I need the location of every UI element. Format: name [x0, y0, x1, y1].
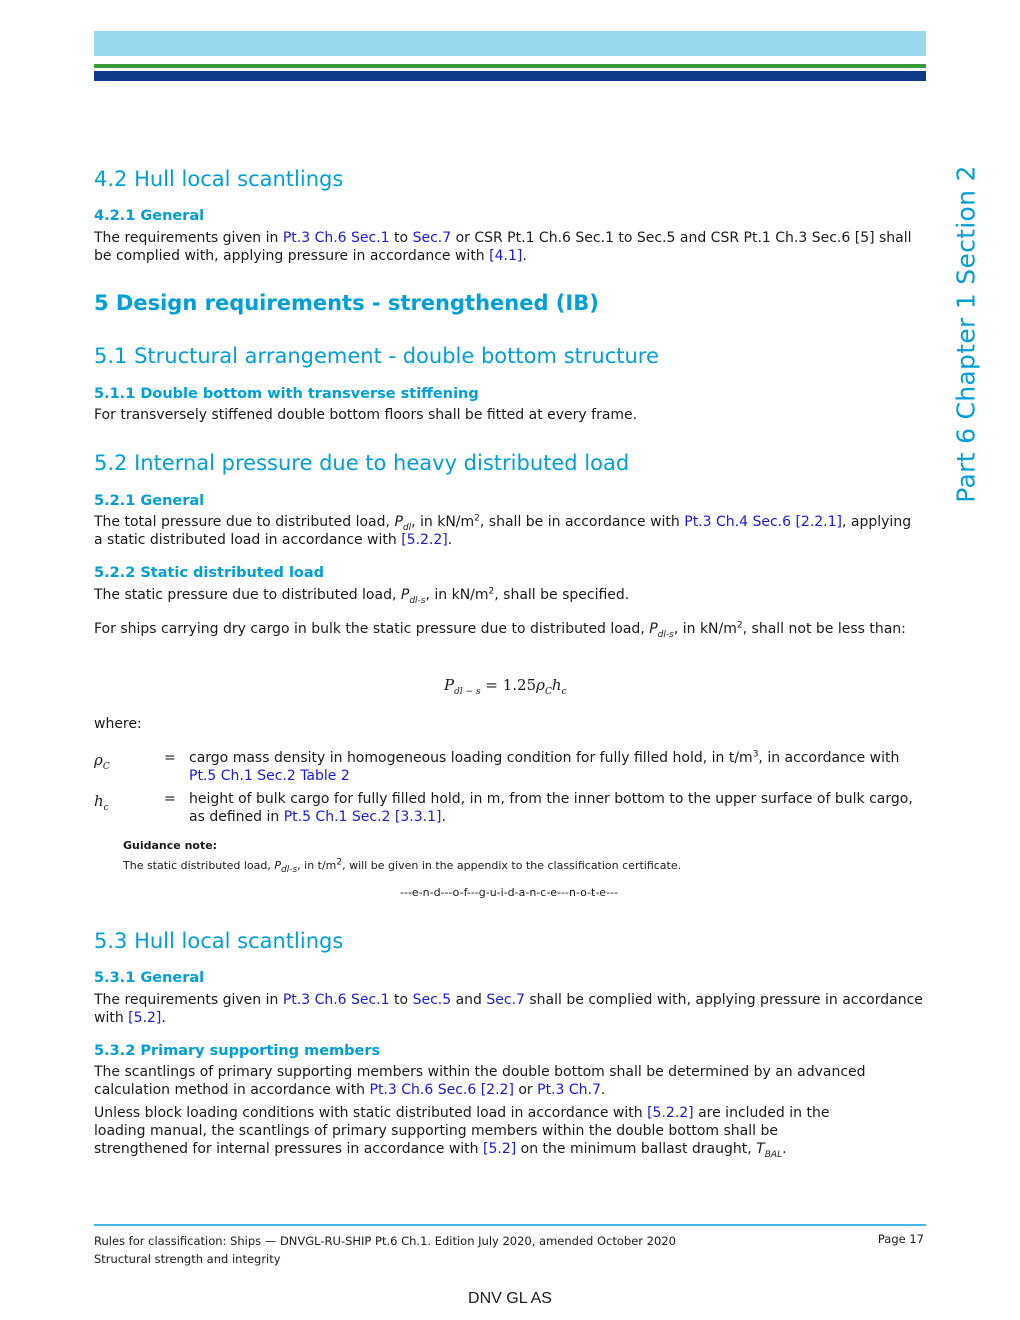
text: and — [451, 992, 487, 1008]
footer-divider — [94, 1224, 926, 1226]
link-5-2[interactable]: [5.2] — [128, 1010, 162, 1026]
text: , in kN/m — [673, 621, 737, 637]
text: The requirements given in — [94, 992, 283, 1008]
link-pt5-ch1-sec2-3-3-1[interactable]: Pt.5 Ch.1 Sec.2 [3.3.1] — [283, 809, 442, 825]
text: For ships carrying dry cargo in bulk the static pressure due to distributed load, — [94, 621, 650, 637]
guidance-note-end: ---e-n-d---o-f---g-u-i-d-a-n-c-e---n-o-t-e--- — [400, 886, 618, 899]
paragraph-5-3-1 — [94, 991, 924, 1027]
footer-subtitle: Structural strength and integrity — [94, 1252, 281, 1266]
link-pt3-ch6-sec1[interactable]: Pt.3 Ch.6 Sec.1 — [282, 230, 390, 246]
symbol: ρ — [94, 751, 103, 769]
text: are included in the loading manual, the scantlings of primary supporting members within the double bottom shall be strengthened for internal pressures in accordance with — [94, 1105, 830, 1157]
subscript: C — [102, 762, 110, 772]
symbol: P — [394, 514, 403, 530]
formula-symbol: h — [551, 676, 562, 694]
heading-4-2: 4.2 Hull local scantlings — [94, 167, 344, 191]
subscript: BAL — [764, 1149, 783, 1160]
footer-info — [94, 1232, 676, 1268]
def-rho-symbol — [94, 751, 110, 772]
paragraph-bulk-cargo — [94, 620, 924, 638]
heading-5-3: 5.3 Hull local scantlings — [94, 929, 344, 953]
guidance-note-title: Guidance note: — [123, 839, 218, 852]
text: . — [161, 1010, 166, 1026]
heading-5-3-2: 5.3.2 Primary supporting members — [94, 1043, 381, 1059]
heading-4-2-1: 4.2.1 General — [94, 208, 205, 224]
formula-symbol: ρ — [536, 676, 545, 694]
subscript: c — [103, 803, 109, 813]
link-sec7[interactable]: Sec.7 — [486, 992, 525, 1008]
symbol: P — [400, 587, 410, 603]
where-label: where: — [94, 716, 142, 732]
paragraph-5-1-1: For transversely stiffened double bottom floors shall be fitted at every frame. — [94, 407, 638, 423]
link-pt5-ch1-sec2-table2[interactable]: Pt.5 Ch.1 Sec.2 Table 2 — [189, 768, 350, 784]
guidance-note-text — [123, 857, 682, 876]
link-4-1[interactable]: [4.1] — [489, 248, 523, 264]
subscript: dl-s — [280, 865, 298, 876]
company-name: DNV GL AS — [468, 1290, 552, 1307]
paragraph-4-2-1 — [94, 229, 924, 265]
link-5-2[interactable]: [5.2] — [483, 1141, 517, 1157]
text: or CSR Pt.1 Ch.6 Sec.1 to Sec.5 and CSR Pt.1 Ch.3 Sec.6 [5] shall be complied with, applying pressure in accordance with — [94, 230, 912, 264]
paragraph-5-2-2 — [94, 586, 924, 604]
link-sec7[interactable]: Sec.7 — [412, 230, 452, 246]
text: , will be given in the appendix to the classification certificate. — [342, 859, 682, 872]
heading-5-2: 5.2 Internal pressure due to heavy distributed load — [94, 451, 630, 475]
def-rho-equals: = — [164, 750, 176, 766]
symbol: P — [274, 859, 281, 872]
def-h-equals: = — [164, 791, 176, 807]
link-pt3-ch4-sec6[interactable]: Pt.3 Ch.4 Sec.6 [2.2.1] — [684, 514, 842, 530]
heading-5: 5 Design requirements - strengthened (IB) — [94, 291, 599, 315]
text: height of bulk cargo for fully filled hold, in m, from the inner bottom to the upper surface of bulk cargo, as defined in — [189, 791, 913, 825]
def-rho-text — [189, 749, 924, 785]
header-band-blue — [94, 71, 926, 81]
text: , shall not be less than: — [742, 621, 906, 637]
formula-text: = 1.25 — [480, 676, 537, 694]
superscript: 3 — [752, 749, 759, 760]
text: The total pressure due to distributed load, — [94, 514, 395, 530]
text: shall be complied with, applying pressure in accordance with — [94, 992, 923, 1026]
text: The scantlings of primary supporting members within the double bottom shall be determined by an advanced calculation method in accordance with — [94, 1064, 866, 1098]
link-5-2-2[interactable]: [5.2.2] — [647, 1105, 694, 1121]
formula — [444, 676, 567, 697]
text: on the minimum ballast draught, — [516, 1141, 757, 1157]
subscript: dl-s — [657, 629, 674, 640]
heading-5-1: 5.1 Structural arrangement - double bottom structure — [94, 344, 659, 368]
text: , in accordance with — [758, 750, 900, 766]
link-pt3-ch7[interactable]: Pt.3 Ch.7 — [537, 1082, 601, 1098]
superscript: 2 — [336, 857, 343, 868]
text: The static pressure due to distributed load, — [94, 587, 401, 603]
text: , applying a static distributed load in accordance with — [94, 514, 912, 548]
subscript: dl — [402, 522, 412, 533]
text: Unless block loading conditions with static distributed load in accordance with — [94, 1105, 648, 1121]
symbol: P — [649, 621, 658, 637]
text: . — [600, 1082, 606, 1098]
link-sec5[interactable]: Sec.5 — [412, 992, 452, 1008]
text: to — [389, 230, 413, 246]
superscript: 2 — [736, 620, 743, 631]
text: , in kN/m — [425, 587, 489, 603]
subscript: dl-s — [409, 595, 426, 606]
formula-symbol: P — [444, 676, 455, 694]
text: The static distributed load, — [123, 859, 275, 872]
header-band-light — [94, 31, 926, 56]
def-h-symbol — [94, 792, 109, 813]
text: The requirements given in — [94, 230, 283, 246]
text: or — [513, 1082, 538, 1098]
def-h-text — [189, 790, 924, 826]
page-number: Page 17 — [877, 1232, 924, 1246]
text: . — [447, 532, 453, 548]
text: , shall be in accordance with — [479, 514, 685, 530]
formula-subscript: C — [544, 687, 552, 697]
link-pt3-ch6-sec1[interactable]: Pt.3 Ch.6 Sec.1 — [282, 992, 390, 1008]
text: , shall be specified. — [494, 587, 630, 603]
superscript: 2 — [488, 586, 495, 597]
heading-5-2-2: 5.2.2 Static distributed load — [94, 565, 325, 581]
superscript: 2 — [474, 513, 480, 524]
paragraph-5-2-1 — [94, 513, 924, 549]
symbol: h — [94, 792, 104, 810]
symbol: T — [756, 1141, 765, 1157]
heading-5-2-1: 5.2.1 General — [94, 493, 205, 509]
formula-subscript: c — [561, 687, 567, 697]
formula-subscript: dl − s — [454, 687, 481, 697]
paragraph-5-3-2-a — [94, 1063, 924, 1099]
footer-rules-title: Rules for classification: Ships — DNVGL-RU-SHIP Pt.6 Ch.1. Edition July 2020, amended October 2020 — [94, 1234, 676, 1248]
text: . — [441, 809, 446, 825]
text: , in t/m — [297, 859, 337, 872]
heading-5-3-1: 5.3.1 General — [94, 970, 205, 986]
text: to — [389, 992, 413, 1008]
side-section-label: Part 6 Chapter 1 Section 2 — [951, 165, 981, 503]
text: . — [782, 1141, 787, 1157]
text: . — [522, 248, 527, 264]
paragraph-5-3-2-b — [94, 1104, 864, 1158]
header-band-green — [94, 64, 926, 68]
link-5-2-2[interactable]: [5.2.2] — [401, 532, 448, 548]
text: , in kN/m — [411, 514, 475, 530]
text: cargo mass density in homogeneous loading condition for fully filled hold, in t/m — [189, 750, 753, 766]
heading-5-1-1: 5.1.1 Double bottom with transverse stiffening — [94, 386, 479, 402]
link-pt3-ch6-sec6[interactable]: Pt.3 Ch.6 Sec.6 [2.2] — [369, 1082, 514, 1098]
